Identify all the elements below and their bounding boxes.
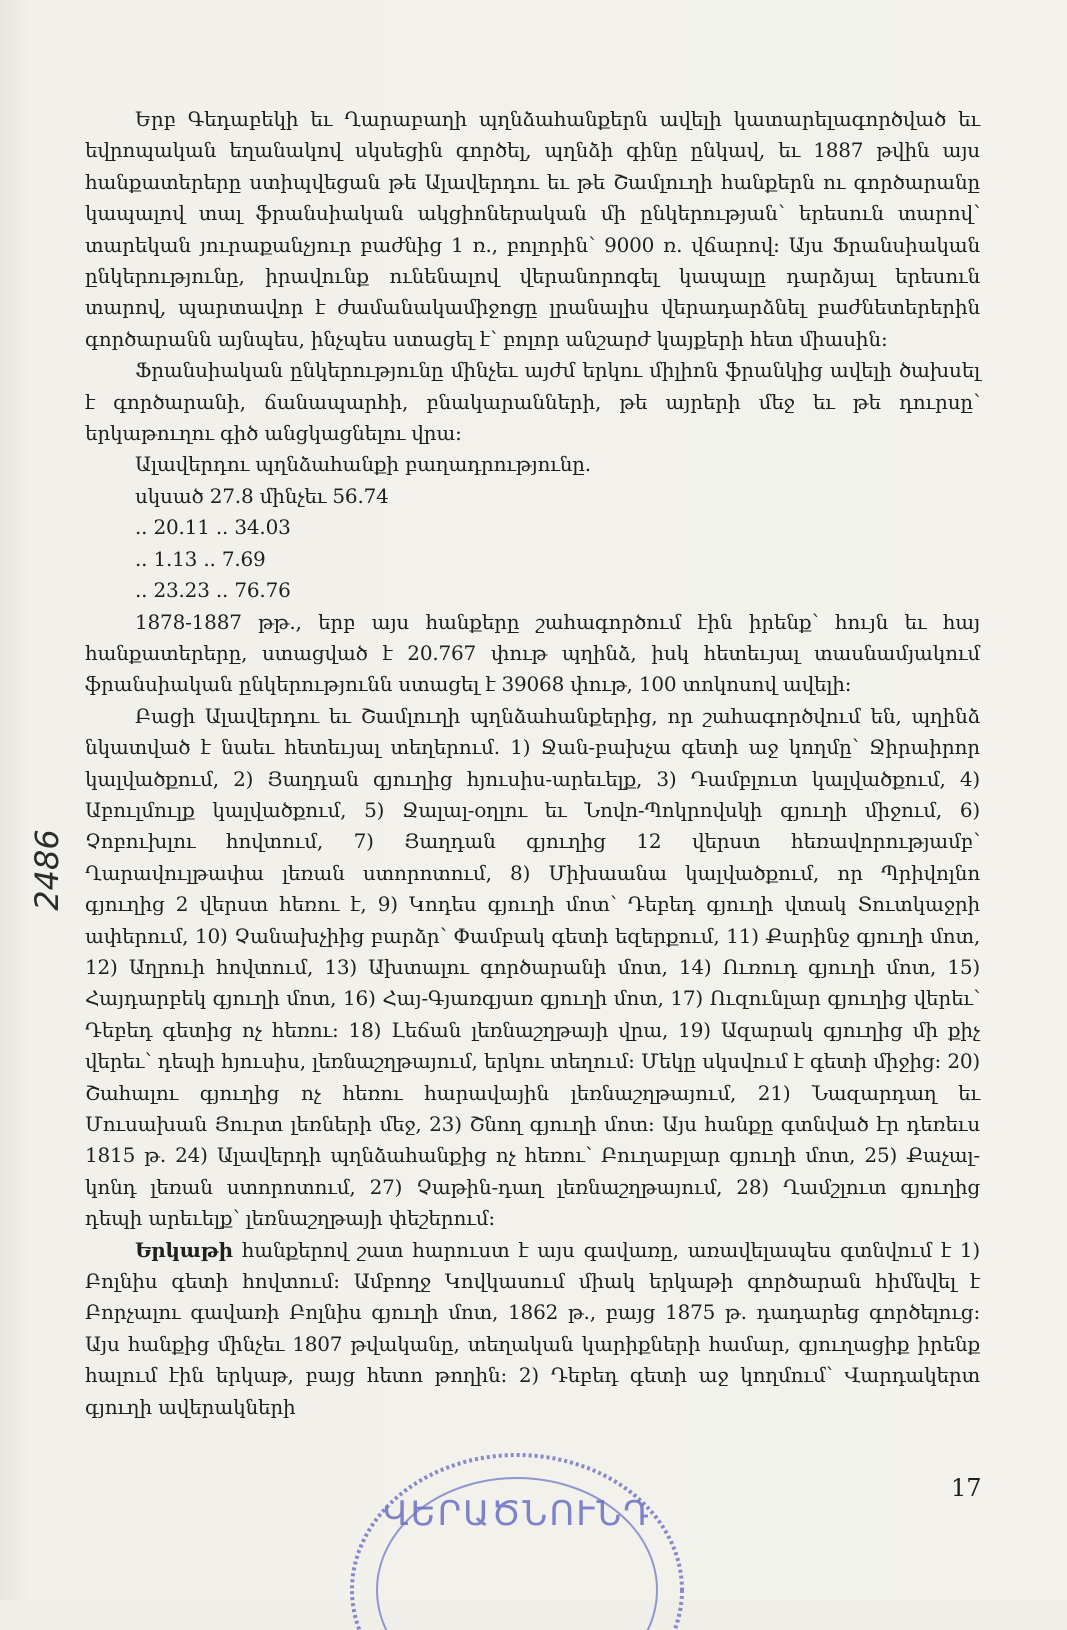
handwritten-margin-note: 2486 [28,829,66,911]
paragraph-3: 1878-1887 թթ., երբ այս հանքերը շահագործում էին իրենք՝ հույն եւ հայ հանքատերերը, ստացված է 20.767 փութ պղինձ, իսկ հետեւյալ տասնամյակում ֆրանսիական ընկերությունն ստացել է 39068 փութ, 100 տոկոսով ավելի: [85,609,980,697]
composition-row-2: .. 20.11 .. 34.03 [135,515,291,540]
library-stamp [337,1430,697,1630]
stamp-text: ՎԵՐԱԾՆՈՒՆԴ [383,1494,651,1534]
composition-row-4: .. 23.23 .. 76.76 [135,578,291,603]
composition-row-1: սկսած 27.8 մինչեւ 56.74 [135,483,389,508]
composition-row-3: .. 1.13 .. 7.69 [135,546,266,571]
paragraph-4: Բացի Ալավերդու եւ Շամլուղի պղնձահանքերից, որ շահագործվում են, պղինձ նկատված է նաեւ հետեւյալ տեղերում. 1) Ջան-բախչա գետի աջ կողմը՝ Ջիրաիրոր կալվածքում, 2) Յաղդան գյուղից հյուսիս-արեւելք, 3) Դամբլուտ կալվածքում, 4) Աբուլմուլք կալվածքում, 5) Ջալալ-օղլու եւ Նովո-Պոկրովսկի գյուղի միջում, 6) Չոբուխլու հովտում, 7) Յաղդան գյուղից 12 վերստ հեռավորությամբ՝ Ղարավուլթափա լեռան ստորոտում, 8) Միխաանա կալվածքում, որ Պրիվոլնո գյուղից 2 վերստ հեռու է, 9) Կոդես գյուղի մոտ՝ Դեբեդ գյուղի վտակ Տուտկաջրի ափերում, 10) Չանախչիից բարձր՝ Փամբակ գետի եզերքում, 11) Քարինջ գյուղի մոտ, 12) Աղրուի հովտում, 13) Ախտալու գործարանի մոտ, 14) Ուռուդ գյուղի մոտ, 15) Հայդարբեկ գյուղի մոտ, 16) Հայ-Գյառգյառ գյուղի մոտ, 17) Ուզունլար գյուղից վերեւ՝ Դեբեդ գետից ոչ հեռու: 18) Լեճան լեռնաշղթայի վրա, 19) Ազարակ գյուղից մի քիչ վերեւ՝ դեպի հյուսիս, լեռնաշղթայում, երկու տեղում: Մեկը սկսվում է գետի միջից: 20) Շահալու գյուղից ոչ հեռու հարավային լեռնաշղթայում, 21) Նազարդաղ եւ Մուսախան Յուրտ լեռների մեջ, 23) Շնող գյուղի մոտ: Այս հանքը գտնված էր դեռեւս 1815 թ. 24) Ալավերդի պղնձահանքից ոչ հեռու՝ Բուղաբլար գյուղի մոտ, 25) Քաչալ-կոնդ լեռան ստորոտում, 27) Չաթին-դաղ լեռնաշղթայում, 28) Ղամշլուտ գյուղից դեպի արեւելք՝ լեռնաշղթայի փեշերում: [85,703,980,1231]
main-text [85,104,980,1423]
paragraph-1: Երբ Գեդաբեկի եւ Ղարաբաղի պղնձահանքերն ավելի կատարելագործված եւ եվրոպական եղանակով սկսեցին գործել, պղնձի գինը ընկավ, եւ 1887 թվին այս հանքատերերը ստիպվեցան թե Ալավերդու եւ թե Շամլուղի հանքերն ու գործարանը կապալով տալ ֆրանսիական ակցիոներական մի ընկերության՝ երեսուն տարով՝ տարեկան յուրաքանչյուր բաժնից 1 ռ., բոլորին՝ 9000 ռ. վճարով: Այս Ֆրանսիական ընկերությունը, իրավունք ունենալով վերանորոգել կապալը դարձյալ երեսուն տարով, պարտավոր է ժամանակամիջոցը լրանալիս վերադարձնել բաժնետերերին գործարանն այնպես, ինչպես ստացել է՝ բոլոր անշարժ կայքերի հետ միասին: [85,107,980,351]
page-number: 17 [951,1474,982,1502]
paragraph-5 [85,1235,980,1423]
iron-term: Երկաթի [135,1237,233,1262]
paragraph-2: Ֆրանսիական ընկերությունը մինչեւ այժմ երկու միլիոն ֆրանկից ավելի ծախսել է գործարանի, ճանապարհի, բնակարանների, թե այրերի մեջ եւ թե դուրսը՝ երկաթուղու գիծ անցկացնելու վրա: [85,358,980,446]
composition-title: Ալավերդու պղնձահանքի բաղադրությունը. [135,452,591,477]
iron-text: հանքերով շատ հարուստ է այս գավառը, առավելապես գտնվում է 1) Բոլնիս գետի հովտում: Ամբողջ Կովկասում միակ երկաթի գործարան հիմնվել է Բորչալու գավառի Բոլնիս գյուղի մոտ, 1862 թ., բայց 1875 թ. դադարեց գործելուց: Այս հանքից մինչեւ 1807 թվականը, տեղական կարիքների համար, գյուղացիք իրենք հալում էին երկաթ, բայց հետո թողին: 2) Դեբեդ գետի աջ կողմում՝ Վարդակերտ գյուղի ավերակների [85,1237,980,1419]
